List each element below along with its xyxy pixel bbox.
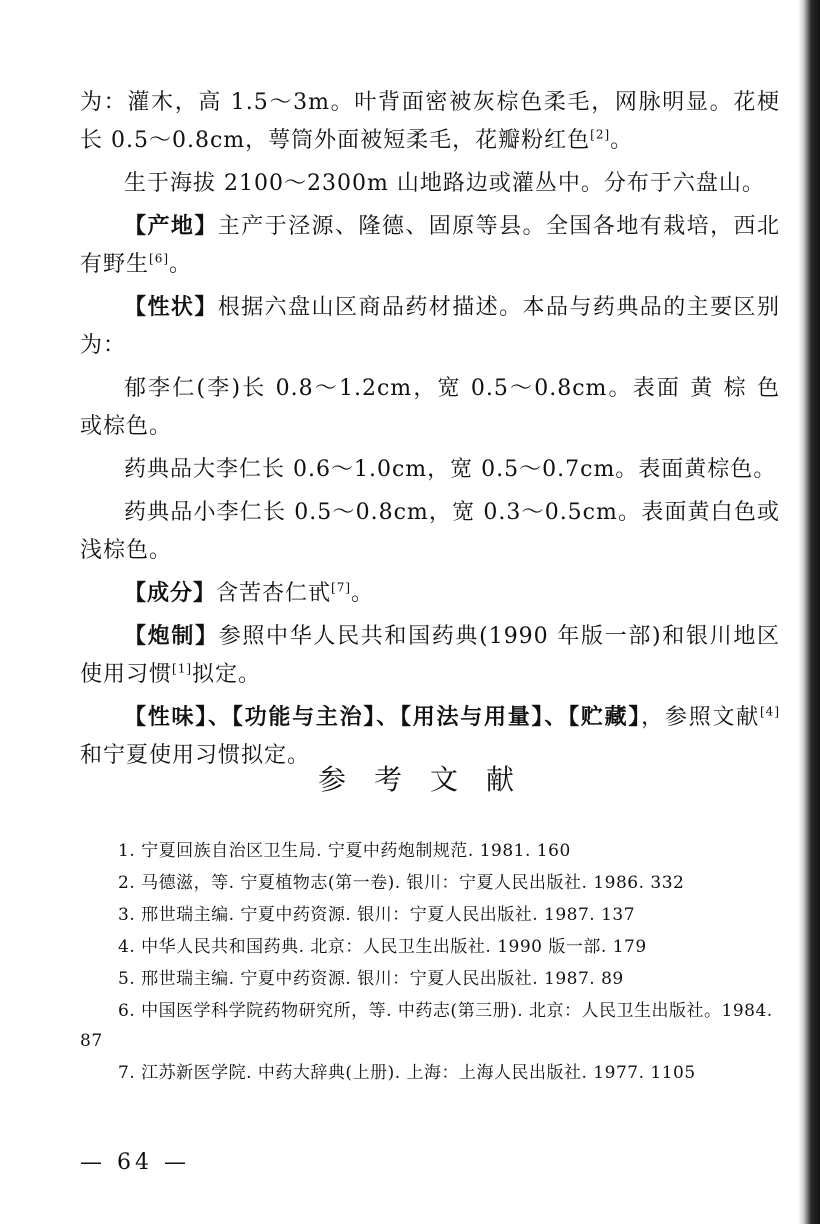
paragraph-p5 bbox=[80, 370, 780, 446]
reference-item: 7. 江苏新医学院. 中药大辞典(上册). 上海：上海人民出版社. 1977. 1105 bbox=[118, 1063, 696, 1083]
paragraph-text: 生于海拔 2100～2300m 山地路边或灌丛中。分布于六盘山。 bbox=[124, 171, 765, 196]
section-heading: 【产地】 bbox=[124, 214, 218, 239]
scan-edge-shadow bbox=[798, 0, 820, 1224]
citation-marker: [4] bbox=[760, 704, 780, 719]
references-list bbox=[80, 836, 780, 1088]
body-text bbox=[80, 84, 780, 775]
paragraph-text: 药典品大李仁长 0.6～1.0cm，宽 0.5～0.7cm。表面黄棕色。 bbox=[124, 457, 777, 482]
references-title: 参考文献 bbox=[317, 763, 542, 796]
section-heading: 【性味】、【功能与主治】、【用法与用量】、【贮藏】 bbox=[124, 705, 642, 730]
paragraph-text: 参照中华人民共和国药典(1990 年版一部)和银川地区使用习惯 bbox=[80, 624, 780, 687]
paragraph-text: 主产于泾源、隆德、固原等县。全国各地有栽培，西北有野生 bbox=[80, 214, 780, 277]
reference-item: 4. 中华人民共和国药典. 北京：人民卫生出版社. 1990 版一部. 179 bbox=[118, 937, 647, 957]
section-heading: 【炮制】 bbox=[124, 624, 219, 649]
paragraph-text: 。 bbox=[351, 581, 375, 606]
paragraph-p7 bbox=[80, 494, 780, 570]
paragraph-text: 根据六盘山区商品药材描述。本品与药典品的主要区别为： bbox=[80, 295, 780, 358]
paragraph-text: 和宁夏使用习惯拟定。 bbox=[80, 743, 311, 768]
paragraph-p9 bbox=[80, 618, 780, 694]
citation-marker: [1] bbox=[172, 661, 193, 676]
reference-item: 6. 中国医学科学院药物研究所，等. 中药志(第三册). 北京：人民卫生出版社。1984. 87 bbox=[80, 1001, 773, 1051]
page-number: — 64 — bbox=[80, 1150, 190, 1175]
citation-marker: [6] bbox=[149, 251, 170, 266]
section-heading: 【性状】 bbox=[124, 295, 218, 320]
reference-item: 1. 宁夏回族自治区卫生局. 宁夏中药炮制规范. 1981. 160 bbox=[118, 841, 571, 861]
paragraph-text: 。 bbox=[169, 252, 193, 277]
paragraph-text: 药典品小李仁长 0.5～0.8cm，宽 0.3～0.5cm。表面黄白色或浅棕色。 bbox=[80, 500, 780, 563]
paragraph-p4 bbox=[80, 289, 780, 365]
paragraph-text: 含苦杏仁甙 bbox=[216, 581, 332, 606]
reference-item: 3. 邢世瑞主编. 宁夏中药资源. 银川：宁夏人民出版社. 1987. 137 bbox=[118, 905, 636, 925]
citation-marker: [2] bbox=[590, 127, 611, 142]
citation-marker: [7] bbox=[331, 580, 352, 595]
paragraph-p2 bbox=[80, 165, 780, 203]
paragraph-text: 。 bbox=[610, 128, 634, 153]
paragraph-p1 bbox=[80, 84, 780, 160]
paragraph-text: 拟定。 bbox=[192, 662, 262, 687]
paragraph-text: ，参照文献 bbox=[641, 705, 760, 730]
reference-item: 2. 马德滋，等. 宁夏植物志(第一卷). 银川：宁夏人民出版社. 1986. 332 bbox=[118, 873, 685, 893]
paragraph-p8 bbox=[80, 575, 780, 613]
paragraph-p3 bbox=[80, 208, 780, 284]
reference-item: 5. 邢世瑞主编. 宁夏中药资源. 银川：宁夏人民出版社. 1987. 89 bbox=[118, 969, 624, 989]
section-heading: 【成分】 bbox=[124, 581, 217, 606]
paragraph-text: 为：灌木，高 1.5～3m。叶背面密被灰棕色柔毛，网脉明显。花梗长 0.5～0.8cm，萼筒外面被短柔毛，花瓣粉红色 bbox=[80, 90, 780, 153]
paragraph-p6 bbox=[80, 451, 780, 489]
paragraph-text: 郁李仁(李)长 0.8～1.2cm，宽 0.5～0.8cm。表面 黄 棕 色 或棕色。 bbox=[80, 376, 780, 439]
